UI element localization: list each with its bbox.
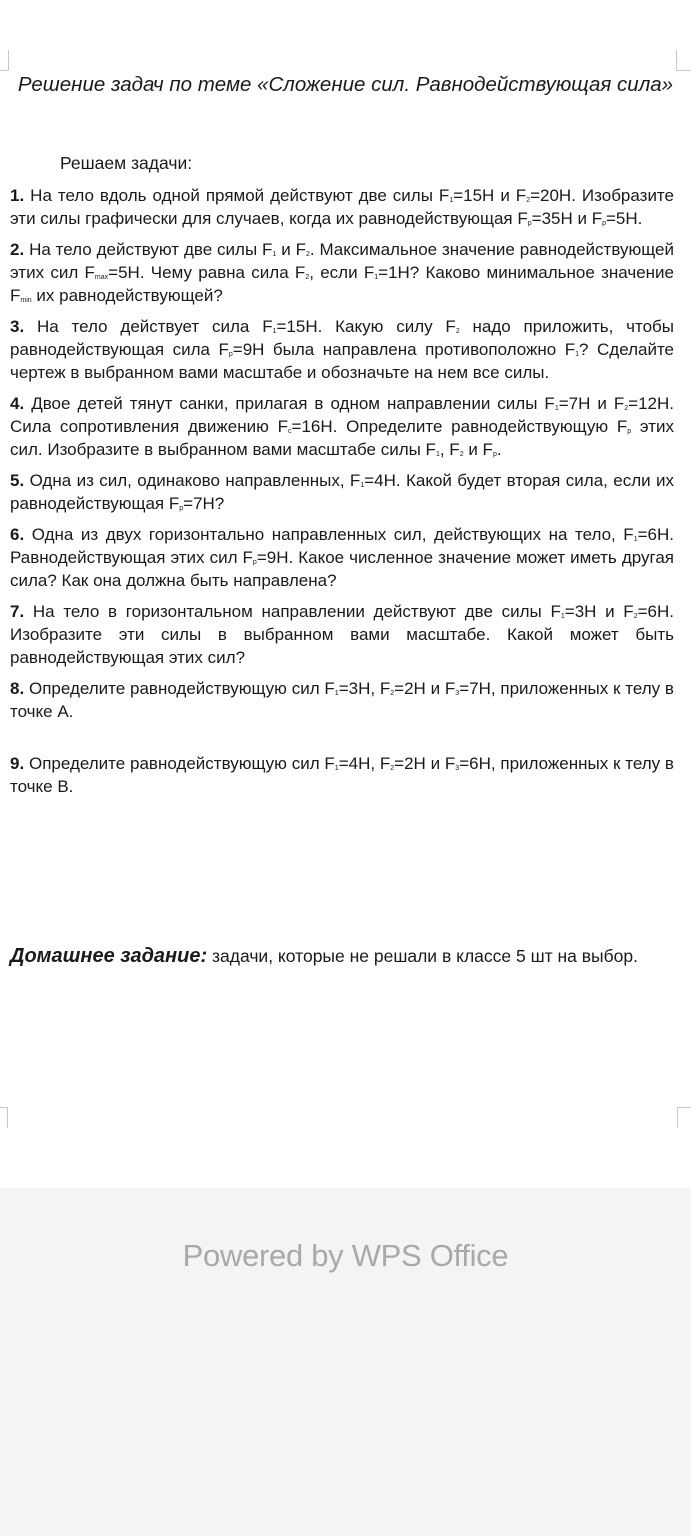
homework-paragraph (10, 943, 670, 970)
task-number: 6. (10, 525, 25, 544)
force-subscript: 2 (624, 405, 629, 412)
task-text: =1Н? Каково минимальное значение F (10, 263, 674, 305)
force-subscript: 1 (633, 536, 638, 543)
force-subscript: 1 (272, 328, 277, 335)
task-text: этих сил. Изобразите в выбранном вами масштабе силы F (10, 417, 674, 459)
task-text: и F (463, 440, 493, 459)
task-item (10, 392, 674, 461)
force-subscript: 2 (390, 765, 395, 772)
force-subscript: max (94, 274, 109, 281)
task-text: =2Н и F (394, 679, 456, 698)
task-item (10, 523, 674, 592)
task-item (10, 600, 674, 669)
task-text: =7Н, приложенных к телу в точке А. (10, 679, 674, 721)
task-text: Определите равнодействующую сил F (28, 679, 335, 698)
task-text: . (496, 440, 502, 459)
task-number: 1. (10, 186, 25, 205)
force-subscript: 1 (334, 690, 339, 697)
homework-label: Домашнее задание: (10, 945, 208, 967)
force-subscript: 1 (560, 613, 565, 620)
force-subscript: 3 (455, 690, 460, 697)
task-text: На тело действует сила F (37, 317, 273, 336)
task-text: , F (439, 440, 460, 459)
task-item (10, 184, 674, 230)
task-text: . Максимальное значение равнодействующей этих сил F (10, 240, 674, 282)
force-subscript: 1 (449, 197, 454, 204)
task-text: На тело в горизонтальном направлении действуют две силы F (32, 602, 561, 621)
task-text: =15Н и F (453, 186, 527, 205)
task-text: Одна из двух горизонтально направленных сил, действующих на тело, F (31, 525, 634, 544)
task-text: =35Н и F (531, 209, 603, 228)
document-title: Решение задач по теме «Сложение сил. Равнодействующая сила» (17, 73, 674, 96)
force-subscript: р (627, 428, 632, 435)
task-text: =5Н. Чему равна сила F (108, 263, 306, 282)
force-subscript: 1 (334, 765, 339, 772)
task-text: =7Н? (183, 494, 225, 513)
task-text: =12Н. Сила сопротивления движению F (10, 394, 674, 436)
page-corner-mark-bottom-left (0, 1107, 8, 1128)
task-text: =4Н, F (338, 754, 391, 773)
force-subscript: 1 (272, 251, 277, 258)
task-text: =3Н, F (338, 679, 391, 698)
force-subscript: 1 (360, 482, 365, 489)
task-text: надо приложить, чтобы равнодействующая сила F (10, 317, 674, 359)
powered-by-watermark: Powered by WPS Office (182, 1238, 509, 1273)
task-text: =4Н. Какой будет вторая сила, если их равнодействующая F (10, 471, 674, 513)
task-item (10, 315, 674, 384)
task-text: , если F (309, 263, 375, 282)
force-subscript: р (228, 351, 233, 358)
force-subscript: 2 (633, 613, 638, 620)
task-text: =9Н была направлена противоположно F (232, 340, 576, 359)
task-text: =7Н и F (558, 394, 625, 413)
task-number: 2. (10, 240, 25, 259)
task-text: Одна из сил, одинаково направленных, F (29, 471, 361, 490)
force-subscript: 2 (455, 328, 460, 335)
task-text: =6Н, приложенных к телу в точке В. (10, 754, 674, 796)
force-subscript: р (602, 220, 606, 227)
task-text: их равнодействующей? (31, 286, 223, 305)
task-item (10, 752, 674, 798)
task-number: 4. (10, 394, 25, 413)
task-text: =9Н. Какое численное значение может иметь другая сила? Как она должна быть направлена? (10, 548, 674, 590)
task-text: =5Н. (606, 209, 643, 228)
force-subscript: 2 (526, 197, 531, 204)
task-text: На тело действуют две силы F (29, 240, 273, 259)
force-subscript: 2 (459, 451, 464, 458)
task-text: =2Н и F (394, 754, 456, 773)
task-number: 5. (10, 471, 25, 490)
task-text: и F (276, 240, 306, 259)
task-number: 7. (10, 602, 25, 621)
force-subscript: 2 (305, 251, 310, 258)
task-text: =6Н. Равнодействующая этих сил F (10, 525, 674, 567)
task-text: =15Н. Какую силу F (276, 317, 456, 336)
page-corner-mark-top-left (0, 50, 9, 71)
task-text: =3Н и F (564, 602, 634, 621)
task-text: Определите равнодействующую сил F (28, 754, 335, 773)
force-subscript: 3 (455, 765, 460, 772)
force-subscript: 1 (374, 274, 379, 281)
force-subscript: р (527, 220, 532, 227)
force-subscript: р (492, 451, 497, 458)
task-item (10, 238, 674, 307)
force-subscript: р (252, 559, 257, 566)
task-number: 3. (10, 317, 25, 336)
task-text: На тело вдоль одной прямой действуют две силы F (30, 186, 450, 205)
force-subscript: 1 (575, 351, 580, 358)
force-subscript: р (179, 505, 184, 512)
force-subscript: 2 (390, 690, 395, 697)
page-corner-mark-top-right (676, 50, 691, 71)
force-subscript: 1 (554, 405, 559, 412)
task-number: 8. (10, 679, 25, 698)
force-subscript: min (20, 297, 32, 304)
page-corner-mark-bottom-right (677, 1107, 691, 1128)
task-text: ? Сделайте чертеж в выбранном вами масштабе и обозначьте на нем все силы. (10, 340, 675, 382)
task-item (10, 677, 674, 723)
task-item (10, 469, 674, 515)
task-text: Двое детей тянут санки, прилагая в одном направлении силы F (31, 394, 555, 413)
force-subscript: 2 (305, 274, 310, 281)
force-subscript: 1 (435, 451, 440, 458)
section-subheading: Решаем задачи: (60, 153, 193, 173)
task-text: =20Н. Изобразите эти силы графически для случаев, когда их равнодействующая F (10, 186, 674, 228)
task-text: =16Н. Определите равнодействующую F (291, 417, 628, 436)
task-list (10, 184, 674, 806)
homework-text: задачи, которые не решали в классе 5 шт на выбор. (207, 946, 638, 966)
task-text: =6Н. Изобразите эти силы в выбранном вами масштабе. Какой может быть равнодействующая этих сил? (10, 602, 674, 667)
force-subscript: с (288, 428, 292, 435)
task-number: 9. (10, 754, 25, 773)
